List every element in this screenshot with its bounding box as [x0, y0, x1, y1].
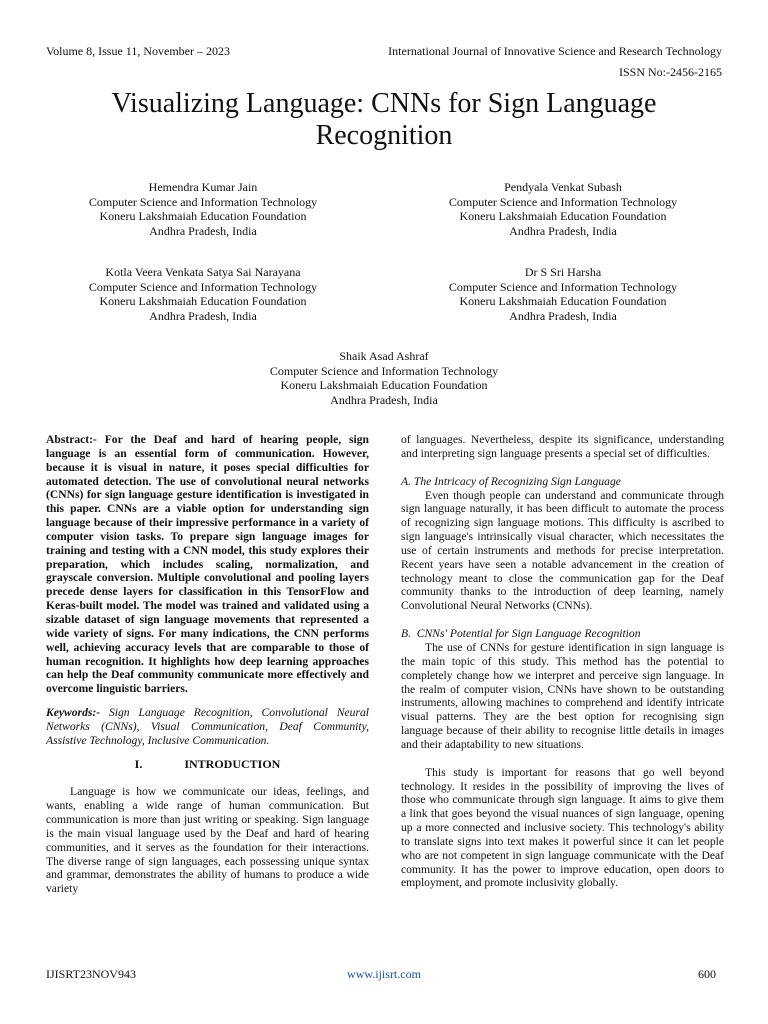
journal-name: International Journal of Innovative Science and Research Technology	[388, 44, 722, 58]
subsection-b-text-2: This study is important for reasons that go well beyond technology. It resides in the possibility of improving the lives of those who communicate through sign language. It aims to give them a link that goes beyond the visual nuances of sign language, opening up a more connected and inclusive society. This technology's ability to translate signs into text makes it powerful since it can let people who are not competent in sign language communicate with the Deaf community. It has the power to improve education, open doors to employment, and promote inclusivity globally.	[401, 765, 724, 890]
journal-volume: Volume 8, Issue 11, November – 2023	[46, 44, 230, 58]
keywords-text: Sign Language Recognition, Convolutional Neural Networks (CNNs), Visual Communication, Deaf Community, Assistive Technology, Inclusive Communication.	[46, 706, 369, 747]
subsection-b-text: The use of CNNs for gesture identification in sign language is the main topic of this study. This method has the potential to completely change how we interpret and perceive sign language. In the realm of computer vision, CNNs have shown to be outstanding instruments, allowing machines to comprehend and identify intricate visual patterns. They are the best option for recognising sign language because of their ability to recognise little details in images and their adaptability to new situations.	[401, 640, 724, 751]
section-number: I.	[134, 756, 143, 771]
author-block-2	[398, 180, 728, 238]
paper-title: Visualizing Language: CNNs for Sign Language Recognition	[111, 88, 657, 151]
author-name: Hemendra Kumar Jain	[148, 180, 258, 194]
paper-id: IJISRT23NOV943	[46, 967, 136, 981]
abstract-label: Abstract:-	[46, 433, 97, 446]
author-name: Kotla Veera Venkata Satya Sai Narayana	[105, 265, 301, 279]
section-heading-introduction	[46, 758, 369, 772]
author-block-1	[38, 180, 368, 238]
author-location: Andhra Pradesh, India	[509, 223, 617, 238]
subsection-heading-a: A. The Intricacy of Recognizing Sign Language	[401, 474, 621, 488]
subsection-a-text: Even though people can understand and communicate through sign language naturally, it has been difficult to automate the process of recognizing sign language motions. This difficulty is ascribed to sign language's intrinsically visual character, which necessitates the use of certain instruments and methods for precise interpretation. Recent years have seen a notable advancement in the creation of technology meant to close the communication gap for the Deaf community thanks to the introduction of deep learning, namely Convolutional Neural Networks (CNNs).	[401, 488, 724, 613]
author-dept: Computer Science and Information Technology	[448, 194, 678, 209]
author-block-5	[219, 349, 549, 407]
right-column	[401, 433, 724, 890]
author-org: Koneru Lakshmaiah Education Foundation	[280, 378, 488, 392]
subsection-heading-b: B. CNNs' Potential for Sign Language Recognition	[401, 627, 641, 641]
issn: ISSN No:-2456-2165	[618, 65, 722, 79]
intro-paragraph: Language is how we communicate our ideas, feelings, and wants, enabling a wide range of human communication. But communication is more than just writing or speaking. Sign language is the main visual language used by the Deaf and hard of hearing communities, and it serves as the foundation for their interactions. The diverse range of sign languages, each possessing unique syntax and grammar, demonstrates the ability of humans to produce a wide variety	[46, 785, 369, 896]
author-dept: Computer Science and Information Technology	[269, 363, 499, 378]
author-block-3	[38, 265, 368, 323]
intro-paragraph-continued: of languages. Nevertheless, despite its significance, understanding and interpreting sign language presents a special set of difficulties.	[401, 433, 724, 460]
left-column	[46, 433, 369, 896]
author-org: Koneru Lakshmaiah Education Foundation	[459, 294, 667, 308]
keywords	[46, 706, 369, 748]
author-name: Shaik Asad Ashraf	[339, 349, 429, 363]
abstract-text: For the Deaf and hard of hearing people, sign language is an essential form of communication. However, because it is visual in nature, it poses special difficulties for automated detection. The use of convolutional neural networks (CNNs) for sign language gesture identification is investigated in this paper. CNNs are a viable option for understanding sign language because of their impressive performance in a variety of computer vision tasks. To prepare sign language images for training and testing with a CNN model, this study explores their preparation, which includes scaling, normalization, and grayscale conversion. Multiple convolutional and pooling layers precede dense layers for classification in this TensorFlow and Keras-built model. The model was trained and validated using a sizable dataset of sign language movements that represented a wide variety of signs. For many indications, the CNN performs well, achieving accuracy levels that are comparable to those of human recognition. It highlights how deep learning approaches can help the Deaf community communicate more effectively and overcome linguistic barriers.	[46, 433, 369, 696]
author-location: Andhra Pradesh, India	[509, 308, 617, 323]
author-dept: Computer Science and Information Technology	[88, 194, 318, 209]
journal-url-link[interactable]: www.ijisrt.com	[347, 967, 421, 981]
author-name: Dr S Sri Harsha	[524, 265, 602, 279]
abstract	[46, 433, 369, 696]
author-org: Koneru Lakshmaiah Education Foundation	[459, 209, 667, 223]
page-number: 600	[698, 967, 716, 981]
author-org: Koneru Lakshmaiah Education Foundation	[99, 294, 307, 308]
keywords-label: Keywords:-	[46, 706, 101, 720]
author-dept: Computer Science and Information Technology	[448, 279, 678, 294]
author-block-4	[398, 265, 728, 323]
author-location: Andhra Pradesh, India	[149, 308, 257, 323]
section-title: INTRODUCTION	[184, 756, 281, 771]
author-dept: Computer Science and Information Technology	[88, 279, 318, 294]
author-name: Pendyala Venkat Subash	[504, 180, 622, 194]
author-location: Andhra Pradesh, India	[330, 392, 438, 407]
author-org: Koneru Lakshmaiah Education Foundation	[99, 209, 307, 223]
author-location: Andhra Pradesh, India	[149, 223, 257, 238]
